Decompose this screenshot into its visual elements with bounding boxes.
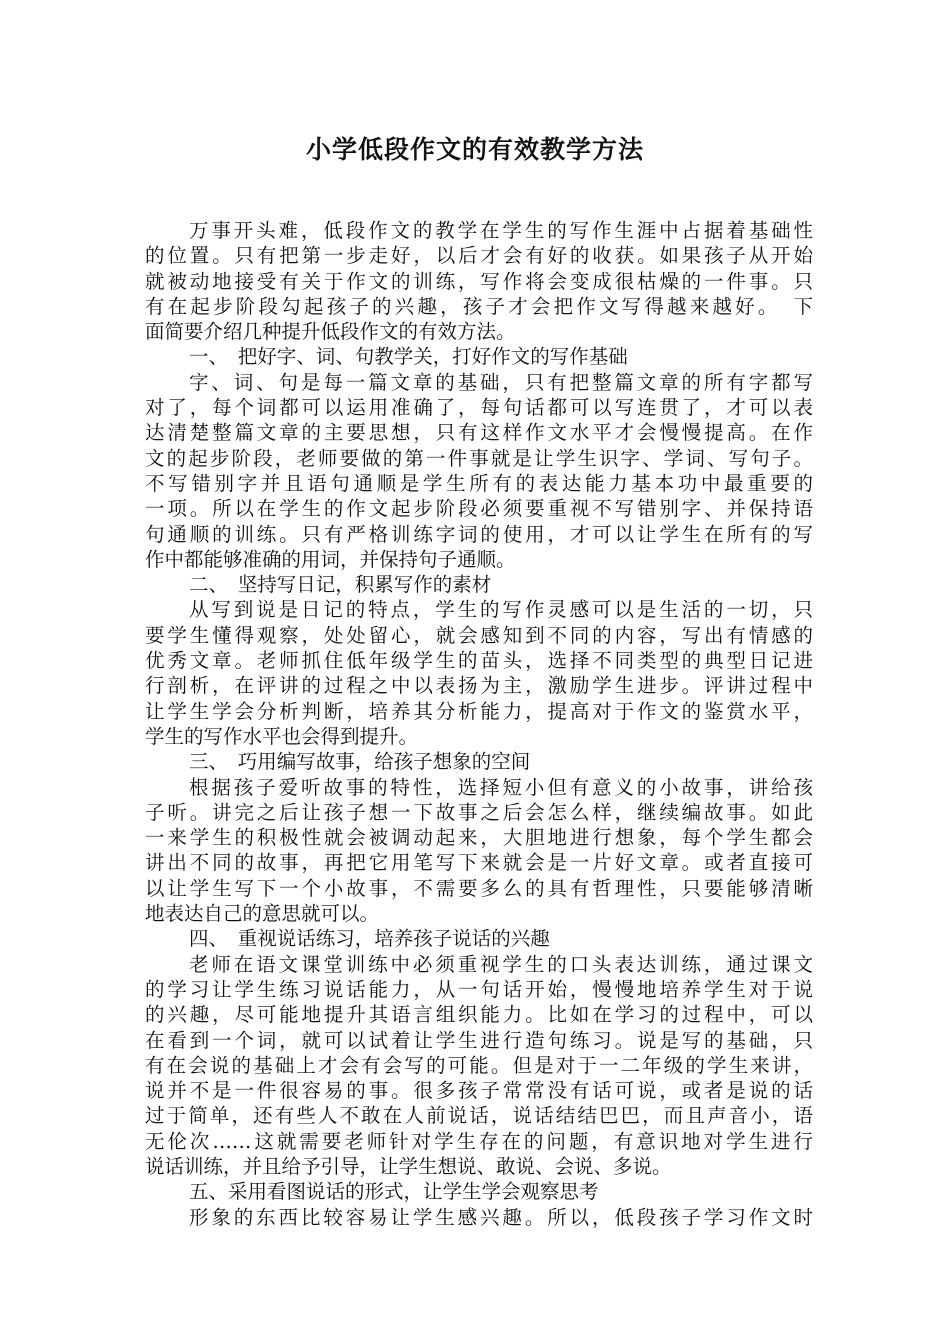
- paragraph-line: 说并不是一件很容易的事。很多孩子常常没有话可说，或者是说的话: [145, 1079, 813, 1103]
- paragraph-line: 达清楚整篇文章的主要思想，只有这样作文水平才会慢慢提高。在作: [145, 421, 813, 445]
- paragraph-last-line: 说话训练，并且给予引导，让学生想说、敢说、会说、多说。: [145, 1154, 672, 1178]
- paragraph-line: 就被动地接受有关于作文的训练，写作将会变成很枯燥的一件事。只: [145, 269, 813, 293]
- paragraph-line: 一来学生的积极性就会被调动起来，大胆地进行想象，每个学生都会: [145, 826, 813, 850]
- paragraph-line: 文的起步阶段，老师要做的第一件事就是让学生识字、学词、写句子。: [145, 446, 813, 470]
- paragraph-last-line: 作中都能够准确的用词，并保持句子通顺。: [145, 547, 516, 571]
- paragraph-first-line: 老师在语文课堂训练中必须重视学生的口头表达训练，通过课文: [189, 952, 813, 976]
- paragraph-line: 子听。讲完之后让孩子想一下故事之后会怎么样，继续编故事。如此: [145, 800, 813, 824]
- paragraph-line: 的学习让学生练习说话能力，从一句话开始，慢慢地培养学生对于说: [145, 977, 813, 1001]
- paragraph-last-line: 面简要介绍几种提升低段作文的有效方法。: [145, 320, 516, 344]
- paragraph-first-line: 字、词、句是每一篇文章的基础，只有把整篇文章的所有字都写: [189, 370, 813, 394]
- paragraph-line: 在看到一个词，就可以试着让学生进行造句练习。说是写的基础，只: [145, 1028, 813, 1052]
- section-heading: 二、 坚持写日记，积累写作的素材: [189, 573, 492, 597]
- paragraph-line: 优秀文章。老师抓住低年级学生的苗头，选择不同类型的典型日记进: [145, 649, 813, 673]
- paragraph-last-line: 地表达自己的意思就可以。: [145, 902, 380, 926]
- paragraph-line: 有在会说的基础上才会有会写的可能。但是对于一二年级的学生来讲，: [145, 1053, 813, 1077]
- paragraph-line: 句通顺的训练。只有严格训练字词的使用，才可以让学生在所有的写: [145, 522, 813, 546]
- paragraph-line: 的兴趣，尽可能地提升其语言组织能力。比如在学习的过程中，可以: [145, 1003, 813, 1027]
- paragraph-last-line: 学生的写作水平也会得到提升。: [145, 724, 419, 748]
- paragraph-first-line: 形象的东西比较容易让学生感兴趣。所以，低段孩子学习作文时: [189, 1205, 813, 1229]
- paragraph-line: 不写错别字并且语句通顺是学生所有的表达能力基本功中最重要的: [145, 471, 813, 495]
- paragraph-line: 无伦次……这就需要老师针对学生存在的问题，有意识地对学生进行: [145, 1129, 813, 1153]
- section-heading: 四、 重视说话练习，培养孩子说话的兴趣: [189, 927, 550, 951]
- paragraph-line: 对了，每个词都可以运用准确了，每句话都可以写连贯了，才可以表: [145, 396, 813, 420]
- document-title: 小学低段作文的有效教学方法: [305, 135, 644, 164]
- paragraph-line: 讲出不同的故事，再把它用笔写下来就会是一片好文章。或者直接可: [145, 851, 813, 875]
- paragraph-line: 以让学生写下一个小故事，不需要多么的具有哲理性，只要能够清晰: [145, 876, 813, 900]
- paragraph-first-line: 根据孩子爱听故事的特性，选择短小但有意义的小故事，讲给孩: [189, 775, 813, 799]
- section-heading: 三、 巧用编写故事，给孩子想象的空间: [189, 750, 531, 774]
- paragraph-line: 有在起步阶段勾起孩子的兴趣，孩子才会把作文写得越来越好。 下: [145, 294, 813, 318]
- paragraph-line: 过于简单，还有些人不敢在人前说话，说话结结巴巴，而且声音小，语: [145, 1104, 813, 1128]
- paragraph-first-line: 万事开头难，低段作文的教学在学生的写作生涯中占据着基础性: [189, 219, 813, 242]
- document-body: [145, 218, 813, 1230]
- paragraph-line: 要学生懂得观察，处处留心，就会感知到不同的内容，写出有情感的: [145, 623, 813, 647]
- paragraph-first-line: 从写到说是日记的特点，学生的写作灵感可以是生活的一切，只: [189, 598, 813, 622]
- paragraph-line: 行剖析，在评讲的过程之中以表扬为主，激励学生进步。评讲过程中: [145, 674, 813, 698]
- paragraph-line: 一项。所以在学生的作文起步阶段必须要重视不写错别字、并保持语: [145, 497, 813, 521]
- section-heading: 一、 把好字、词、句教学关，打好作文的写作基础: [189, 345, 628, 369]
- section-heading: 五、采用看图说话的形式，让学生学会观察思考: [189, 1180, 599, 1204]
- paragraph-line: 的位置。只有把第一步走好，以后才会有好的收获。如果孩子从开始: [145, 244, 813, 268]
- paragraph-line: 让学生学会分析判断，培养其分析能力，提高对于作文的鉴赏水平，: [145, 699, 813, 723]
